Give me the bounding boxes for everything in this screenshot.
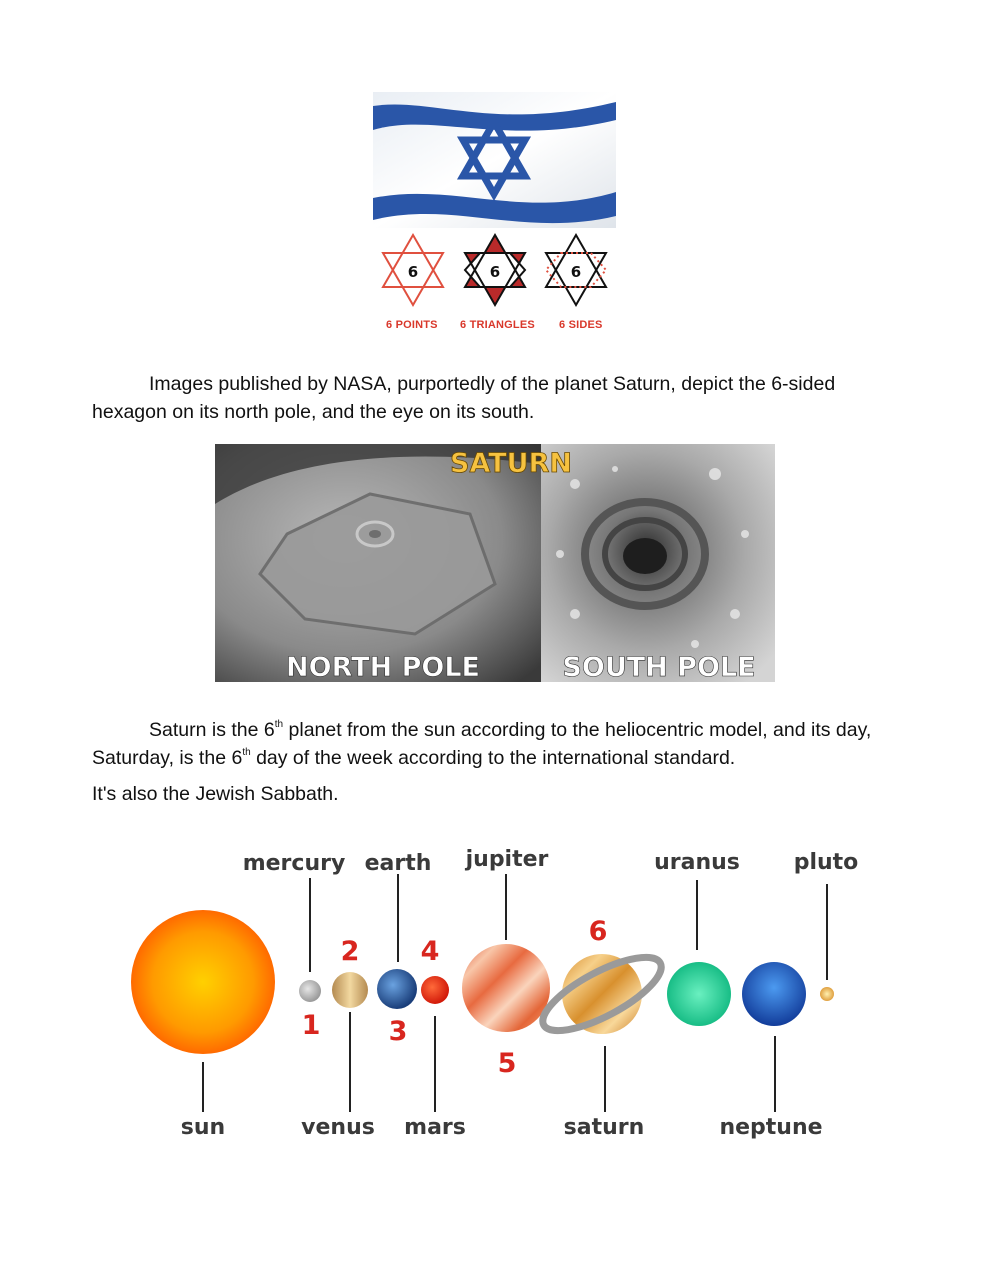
caption-six-points: 6 POINTS <box>386 319 438 331</box>
paragraph-sabbath: It's also the Jewish Sabbath. <box>92 783 339 805</box>
label-uranus: uranus <box>654 850 740 875</box>
superscript: th <box>274 719 284 730</box>
uranus-icon <box>667 962 731 1026</box>
number-1: 1 <box>301 1010 321 1041</box>
number-3: 3 <box>388 1016 408 1047</box>
jupiter-icon <box>462 944 550 1032</box>
israel-flag-image <box>373 92 616 228</box>
label-neptune: neptune <box>719 1115 823 1140</box>
caption-six-sides: 6 SIDES <box>559 319 603 331</box>
paragraph-saturn-sixth <box>92 716 892 772</box>
star-center-label: 6 <box>489 263 501 281</box>
label-sun: sun <box>180 1115 226 1140</box>
mercury-icon <box>299 980 321 1002</box>
saturn-icon <box>533 944 670 1045</box>
paragraph-text: day of the week according to the international standard. <box>250 747 736 769</box>
paragraph-text: Saturn is the 6 <box>149 719 275 741</box>
number-6: 6 <box>588 916 608 947</box>
label-jupiter: jupiter <box>465 847 549 872</box>
saturn-poles-image <box>215 444 775 682</box>
mars-icon <box>421 976 449 1004</box>
label-earth: earth <box>364 851 432 876</box>
south-pole-label: SOUTH POLE <box>562 652 756 682</box>
pluto-icon <box>820 987 834 1001</box>
star-center-label: 6 <box>407 263 419 281</box>
label-mars: mars <box>404 1115 466 1140</box>
venus-icon <box>332 972 368 1008</box>
superscript: th <box>242 747 251 758</box>
sun-icon <box>131 910 275 1054</box>
label-venus: venus <box>301 1115 375 1140</box>
earth-icon <box>377 969 417 1009</box>
solar-system-diagram <box>110 830 890 1160</box>
neptune-icon <box>742 962 806 1026</box>
label-pluto: pluto <box>793 850 859 875</box>
caption-six-triangles: 6 TRIANGLES <box>460 319 535 331</box>
star-center-label: 6 <box>570 263 582 281</box>
number-4: 4 <box>420 936 440 967</box>
number-5: 5 <box>497 1048 517 1079</box>
saturn-title: SATURN <box>450 448 572 479</box>
number-2: 2 <box>340 936 360 967</box>
north-pole-label: NORTH POLE <box>286 652 480 682</box>
paragraph-text: Images published by NASA, purportedly of the planet Saturn, depict the 6-sided hexagon on its north pole, and the eye on its south. <box>92 373 836 423</box>
paragraph-text: planet from the sun according to the heliocentric model, and its day, Saturday, is the 6 <box>92 719 872 769</box>
label-saturn: saturn <box>563 1115 645 1140</box>
paragraph-nasa-images <box>92 370 892 426</box>
label-mercury: mercury <box>242 851 346 876</box>
